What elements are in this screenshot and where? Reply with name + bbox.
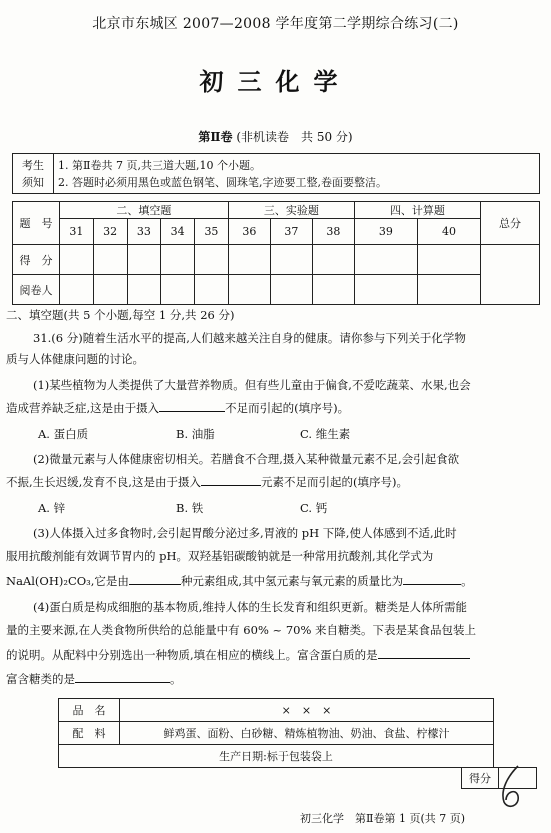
product-name-label: 品 名 [59, 699, 120, 722]
food-label-table [58, 698, 494, 768]
score-cell[interactable] [127, 245, 161, 275]
q31-part4-cont: 的说明。从配料中分别选出一种物质,填在相应的横线上。富含蛋白质的是 [6, 647, 551, 663]
total-header: 总分 [481, 202, 540, 245]
answer-blank[interactable] [129, 573, 181, 585]
score-cell[interactable] [195, 245, 229, 275]
q31-part3-cont: NaAl(OH)₂CO₃,它是由 种元素组成,其中氢元素与氧元素的质量比为 。 [6, 574, 473, 588]
production-date: 生产日期:标于包装袋上 [59, 745, 494, 768]
paper-label: 第Ⅱ卷 [198, 130, 233, 144]
section-title: 二、填空题(共 5 个小题,每空 1 分,共 26 分) [6, 308, 235, 322]
subject-title: 初三化学 [199, 67, 352, 96]
option: B. 铁 [176, 501, 204, 515]
product-name-value: × × × [120, 699, 494, 722]
score-table [12, 201, 540, 305]
page-footer: 初三化学 第Ⅱ卷第 1 页(共 7 页) [300, 812, 466, 825]
score-cell[interactable] [312, 245, 354, 275]
ingredients-value: 鲜鸡蛋、面粉、白砂糖、精炼植物油、奶油、食盐、柠檬汁 [120, 722, 494, 745]
grader-cell[interactable] [93, 275, 127, 305]
q31-part4-cont: 量的主要来源,在人类食物所供给的总能量中有 60% ~ 70% 来自糖类。下表是某食品包装上 [6, 623, 477, 637]
score-row-label: 得 分 [13, 245, 60, 275]
ingredients-label: 配 料 [59, 722, 120, 745]
exam-notice [12, 153, 540, 194]
score-cell[interactable] [161, 245, 195, 275]
score-cell[interactable] [228, 245, 270, 275]
score-cell[interactable] [93, 245, 127, 275]
notice-item: 2. 答题时必须用黑色或蓝色钢笔、圆珠笔,字迹要工整,卷面要整洁。 [58, 175, 387, 189]
section-fill-header: 二、填空题 [60, 202, 229, 219]
score-box-label: 得分 [462, 768, 499, 789]
question-number: 37 [270, 219, 312, 245]
option: B. 油脂 [176, 427, 215, 441]
question-number: 35 [195, 219, 229, 245]
grader-cell[interactable] [312, 275, 354, 305]
q31-part1: (1)某些植物为人类提供了大量营养物质。但有些儿童由于偏食,不爱吃蔬菜、水果,也会 [33, 378, 471, 392]
question-number: 40 [417, 219, 480, 245]
q31-part2: (2)微量元素与人体健康密切相关。若膳食不合理,摄入某种微量元素不足,会引起食欲 [33, 452, 460, 466]
question-number-header: 题 号 [13, 202, 60, 245]
paper-note: (非机读卷 共 50 分) [236, 130, 353, 144]
grader-cell[interactable] [354, 275, 417, 305]
option: A. 蛋白质 [38, 427, 89, 441]
notice-label: 考生 须知 [13, 154, 54, 194]
section-calc-header: 四、计算题 [354, 202, 480, 219]
grader-cell[interactable] [60, 275, 94, 305]
score-cell[interactable] [60, 245, 94, 275]
total-score-cell[interactable] [481, 245, 540, 305]
q31-part2-cont: 不振,生长迟缓,发育不良,这是由于摄入 元素不足而引起的(填序号)。 [6, 475, 408, 489]
notice-items [54, 154, 540, 194]
q31-part4: (4)蛋白质是构成细胞的基本物质,维持人体的生长发育和组织更新。糖类是人体所需能 [33, 600, 467, 614]
section-experiment-header: 三、实验题 [228, 202, 354, 219]
grader-cell[interactable] [195, 275, 229, 305]
q31-part3: (3)人体摄入过多食物时,会引起胃酸分泌过多,胃液的 pH 下降,使人体感到不适,此时 [33, 526, 457, 540]
grader-cell[interactable] [161, 275, 195, 305]
option: C. 钙 [300, 501, 328, 515]
question-number: 38 [312, 219, 354, 245]
grader-cell[interactable] [127, 275, 161, 305]
handwritten-mark-icon [490, 762, 530, 810]
answer-blank[interactable] [159, 400, 225, 412]
answer-blank[interactable] [378, 647, 470, 659]
grader-cell[interactable] [228, 275, 270, 305]
option: A. 锌 [38, 501, 66, 515]
grader-cell[interactable] [270, 275, 312, 305]
answer-blank[interactable] [75, 671, 170, 683]
score-cell[interactable] [270, 245, 312, 275]
q31-part4-cont: 富含糖类的是 。 [6, 672, 182, 686]
grader-row-label: 阅卷人 [13, 275, 60, 305]
score-cell[interactable] [417, 245, 480, 275]
q31-intro: 31.(6 分)随着生活水平的提高,人们越来越关注自身的健康。请你参与下列关于化学物 [33, 331, 466, 345]
score-cell[interactable] [354, 245, 417, 275]
notice-item: 1. 第Ⅱ卷共 7 页,共三道大题,10 个小题。 [58, 158, 261, 172]
q31-part3-cont: 服用抗酸剂能有效调节胃内的 pH。双羟基铝碳酸钠就是一种常用抗酸剂,其化学式为 [6, 549, 434, 563]
grader-cell[interactable] [417, 275, 480, 305]
q31-intro-cont: 质与人体健康问题的讨论。 [6, 352, 144, 366]
question-number: 33 [127, 219, 161, 245]
question-number: 39 [354, 219, 417, 245]
question-number: 36 [228, 219, 270, 245]
exam-header: 北京市东城区 2007—2008 学年度第二学期综合练习(二) [92, 16, 459, 32]
question-number: 32 [93, 219, 127, 245]
question-number: 31 [60, 219, 94, 245]
paper-title [0, 128, 551, 145]
answer-blank[interactable] [403, 573, 461, 585]
question-number: 34 [161, 219, 195, 245]
answer-blank[interactable] [201, 474, 261, 486]
q31-part1-cont: 造成营养缺乏症,这是由于摄入 不足而引起的(填序号)。 [6, 401, 350, 415]
option: C. 维生素 [300, 427, 351, 441]
